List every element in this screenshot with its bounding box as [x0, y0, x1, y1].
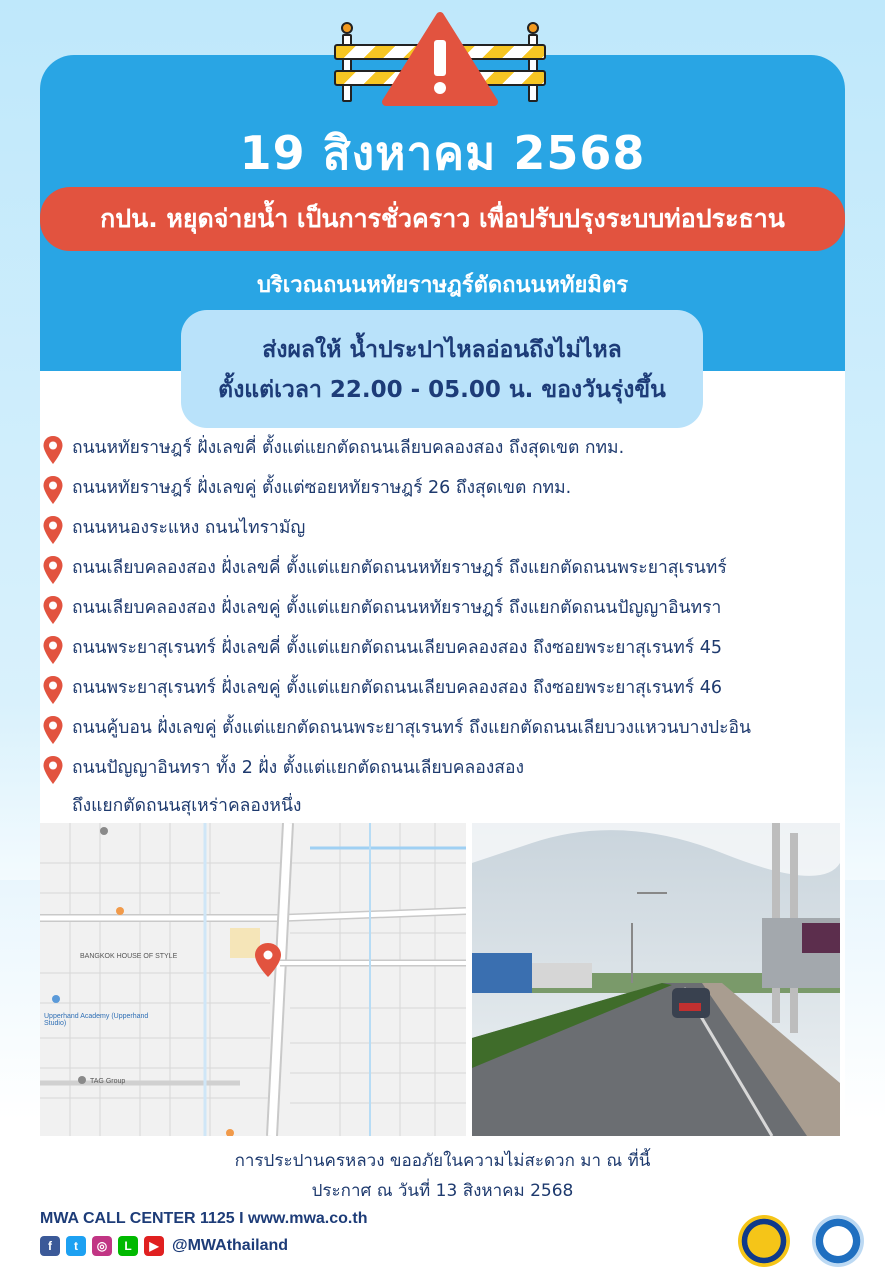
announcement-card [40, 55, 845, 1210]
effect-box [181, 310, 703, 428]
location-pin-icon [42, 675, 64, 705]
map-label: BANGKOK HOUSE OF STYLE [80, 953, 178, 960]
warning-light-icon [527, 22, 539, 34]
social-handle[interactable]: @MWAthailand [172, 1237, 289, 1254]
map-label: TAG Group [90, 1078, 126, 1085]
location-pin-icon [42, 635, 64, 665]
ministry-logo [812, 1215, 864, 1267]
call-center-text: MWA CALL CENTER 1125 I www.mwa.co.th [40, 1210, 368, 1227]
date-title: 19 สิงหาคม 2568 [239, 126, 646, 180]
list-item [42, 675, 722, 705]
location-pin-icon [42, 435, 64, 465]
location-pin-icon [42, 715, 64, 745]
effect-line-2: ตั้งแต่เวลา 22.00 - 05.00 น. ของวันรุ่งขึ้น [218, 377, 666, 403]
warning-triangle-icon [380, 10, 500, 108]
list-item-text: ถนนเลียบคลองสอง ฝั่งเลขคู่ ตั้งแต่แยกตัดถนนหทัยราษฎร์ ถึงแยกตัดถนนปัญญาอินทรา [72, 598, 722, 618]
youtube-icon[interactable]: ▶ [144, 1236, 164, 1256]
map-label: Upperhand Academy (Upperhand Studio) [44, 1013, 149, 1027]
list-item [42, 755, 524, 785]
location-pin-icon [42, 515, 64, 545]
list-item-text: ถนนเลียบคลองสอง ฝั่งเลขคี่ ตั้งแต่แยกตัดถนนหทัยราษฎร์ ถึงแยกตัดถนนพระยาสุเรนทร์ [72, 558, 727, 578]
list-item-text: ถนนหทัยราษฎร์ ฝั่งเลขคี่ ตั้งแต่แยกตัดถนนเลียบคลองสอง ถึงสุดเขต กทม. [72, 438, 625, 458]
location-pin-icon [42, 755, 64, 785]
area-text: บริเวณถนนหทัยราษฎร์ตัดถนนหทัยมิตร [256, 273, 629, 298]
instagram-icon[interactable]: ◎ [92, 1236, 112, 1256]
banner-notice [40, 187, 845, 251]
mwa-logo [738, 1215, 790, 1267]
line-icon[interactable]: L [118, 1236, 138, 1256]
list-item-continuation: ถึงแยกตัดถนนสุเหร่าคลองหนึ่ง [72, 796, 302, 816]
list-item [42, 715, 751, 745]
list-item [42, 435, 624, 465]
location-map[interactable] [40, 823, 466, 1136]
twitter-icon[interactable]: t [66, 1236, 86, 1256]
list-item [42, 595, 721, 625]
facebook-icon[interactable]: f [40, 1236, 60, 1256]
street-photo [472, 823, 840, 1136]
barricade-graphic [330, 12, 550, 102]
list-item-text: ถนนปัญญาอินทรา ทั้ง 2 ฝั่ง ตั้งแต่แยกตัดถนนเลียบคลองสอง [72, 758, 525, 778]
list-item-text: ถนนพระยาสุเรนทร์ ฝั่งเลขคู่ ตั้งแต่แยกตัดถนนเลียบคลองสอง ถึงซอยพระยาสุเรนทร์ 46 [72, 678, 722, 698]
list-item-text: ถนนพระยาสุเรนทร์ ฝั่งเลขคี่ ตั้งแต่แยกตัดถนนเลียบคลองสอง ถึงซอยพระยาสุเรนทร์ 45 [72, 638, 722, 658]
list-item [42, 515, 305, 545]
announced-date: ประกาศ ณ วันที่ 13 สิงหาคม 2568 [311, 1181, 574, 1201]
location-pin-icon [42, 595, 64, 625]
list-item-text: ถนนหทัยราษฎร์ ฝั่งเลขคู่ ตั้งแต่ซอยหทัยราษฎร์ 26 ถึงสุดเขต กทม. [72, 478, 572, 498]
map-graphic [40, 823, 466, 1136]
effect-line-1: ส่งผลให้ น้ำประปาไหลอ่อนถึงไม่ไหล [262, 337, 622, 363]
location-pin-icon [42, 555, 64, 585]
banner-text: กปน. หยุดจ่ายน้ำ เป็นการชั่วคราว เพื่อปรับปรุงระบบท่อประธาน [100, 204, 785, 233]
social-links [40, 1236, 288, 1256]
warning-light-icon [341, 22, 353, 34]
list-item-text: ถนนหนองระแหง ถนนไทรามัญ [72, 518, 306, 538]
list-item-text: ถนนคู้บอน ฝั่งเลขคู่ ตั้งแต่แยกตัดถนนพระยาสุเรนทร์ ถึงแยกตัดถนนเลียบวงแหวนบางปะอิน [72, 718, 752, 738]
location-pin-icon [42, 475, 64, 505]
list-item [42, 635, 722, 665]
apology-text: การประปานครหลวง ขออภัยในความไม่สะดวก มา ณ ที่นี้ [234, 1151, 651, 1171]
list-item [42, 475, 571, 505]
list-item [42, 555, 727, 585]
